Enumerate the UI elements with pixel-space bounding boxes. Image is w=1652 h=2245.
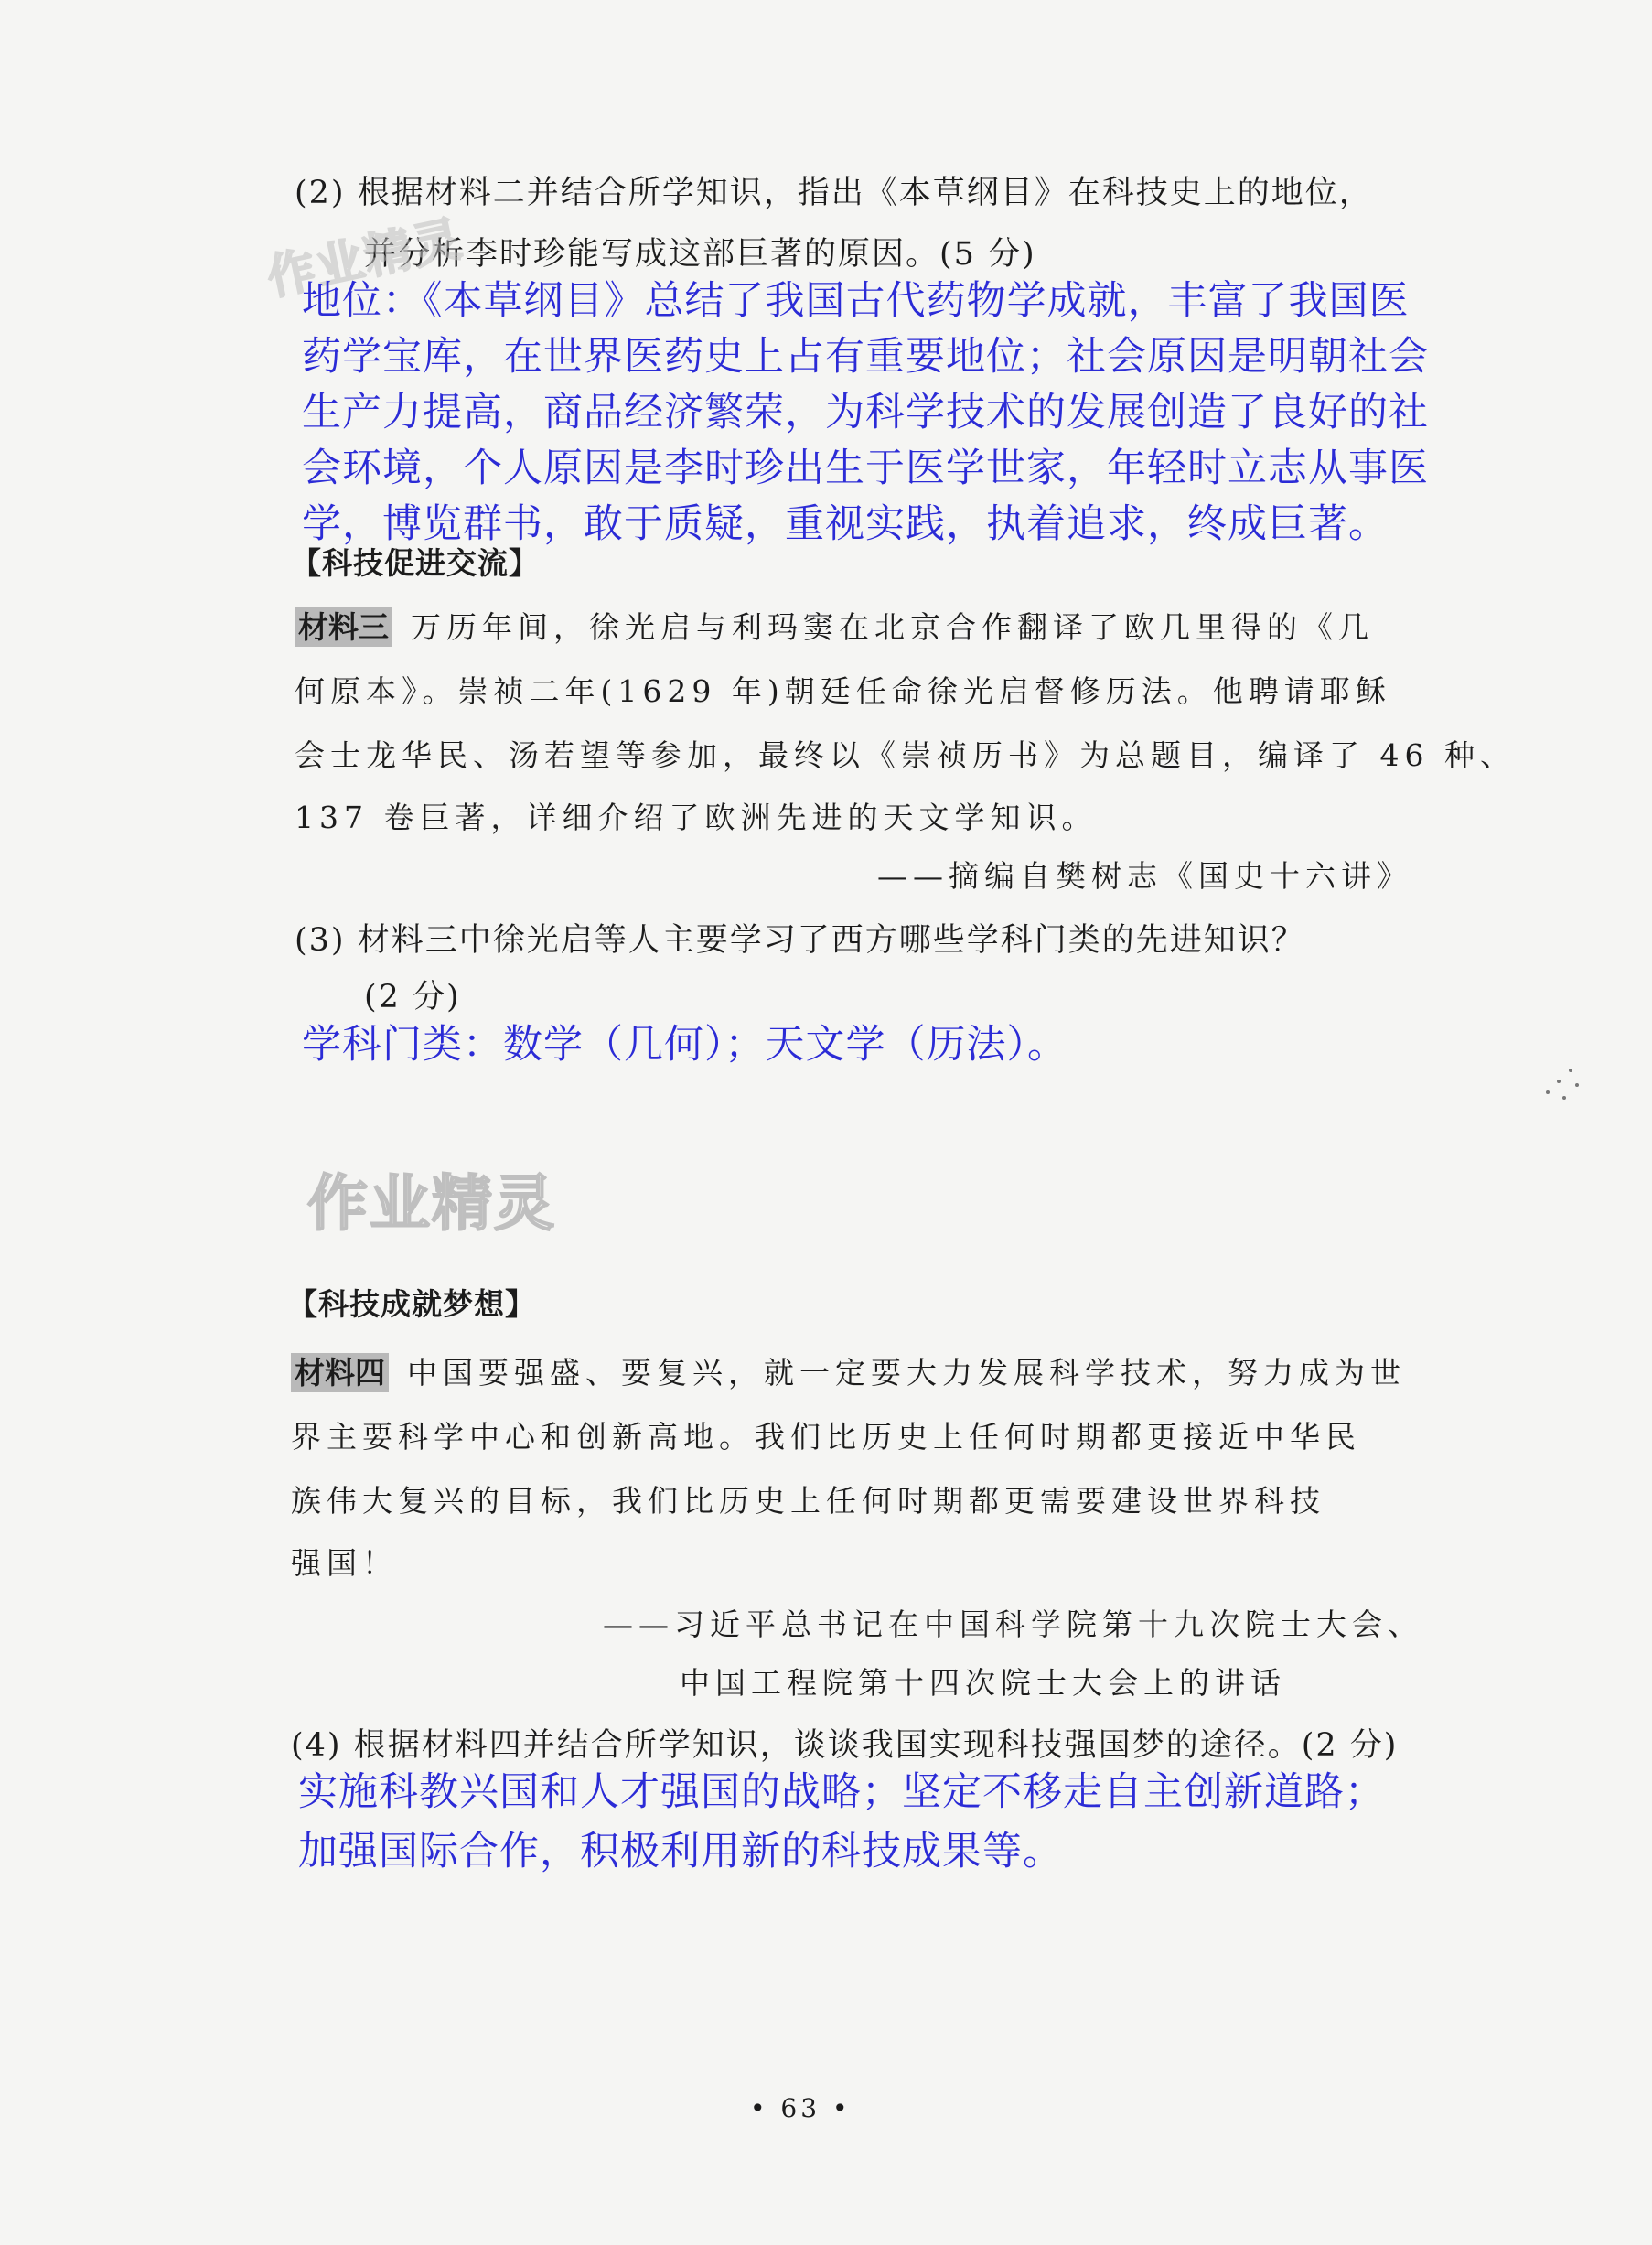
- material-4-line-4: 强国！: [291, 1545, 398, 1581]
- material-4-text-1: 中国要强盛、要复兴，就一定要大力发展科学技术，努力成为世: [407, 1355, 1406, 1391]
- question-2-line-2: 并分析李时珍能写成这部巨著的原因。(5 分): [364, 236, 1036, 273]
- scan-speck: [1569, 1069, 1572, 1072]
- answer-2-line-2: 药学宝库，在世界医药史上占有重要地位；社会原因是明朝社会: [302, 334, 1429, 380]
- material-4-tag: 材料四: [291, 1353, 389, 1392]
- scan-speck: [1562, 1096, 1566, 1100]
- question-3-line-2: (2 分): [364, 979, 461, 1015]
- material-3-line-3: 会士龙华民、汤若望等参加，最终以《崇祯历书》为总题目，编译了 46 种、: [295, 737, 1516, 773]
- material-3-tag: 材料三: [295, 607, 392, 647]
- watermark-middle: 作业精灵: [307, 1168, 556, 1239]
- answer-2-line-4: 会环境，个人原因是李时珍出生于医学世家，年轻时立志从事医: [302, 446, 1429, 491]
- material-3-text-1: 万历年间，徐光启与利玛窦在北京合作翻译了欧几里得的《几: [411, 609, 1374, 645]
- material-3-source: ——摘编自樊树志《国史十六讲》: [877, 858, 1412, 894]
- material-4-line-3: 族伟大复兴的目标，我们比历史上任何时期都更需要建设世界科技: [291, 1483, 1325, 1519]
- scan-speck: [1557, 1080, 1561, 1083]
- question-3-line-1: (3) 材料三中徐光启等人主要学习了西方哪些学科门类的先进知识？: [295, 922, 1305, 959]
- answer-4-line-1: 实施科教兴国和人才强国的战略；坚定不移走自主创新道路；: [298, 1769, 1385, 1815]
- question-4: (4) 根据材料四并结合所学知识，谈谈我国实现科技强国梦的途径。(2 分): [291, 1727, 1399, 1764]
- scan-speck: [1575, 1083, 1579, 1087]
- answer-4-line-2: 加强国际合作，积极利用新的科技成果等。: [298, 1829, 1063, 1874]
- answer-2-line-5: 学，博览群书，敢于质疑，重视实践，执着追求，终成巨著。: [302, 501, 1389, 547]
- material-4-line-2: 界主要科学中心和创新高地。我们比历史上任何时期都更接近中华民: [291, 1419, 1361, 1455]
- material-4-source-line-1: ——习近平总书记在中国科学院第十九次院士大会、: [603, 1606, 1423, 1642]
- page-number: • 63 •: [750, 2093, 852, 2123]
- material-3-line-2: 何原本》。崇祯二年(1629 年)朝廷任命徐光启督修历法。他聘请耶稣: [295, 673, 1391, 709]
- watermark-top: 作业精灵: [263, 211, 468, 306]
- section-3-title: 【科技促进交流】: [291, 545, 540, 581]
- material-4-line-1: [291, 1349, 1406, 1392]
- material-3-line-4: 137 卷巨著，详细介绍了欧洲先进的天文学知识。: [295, 800, 1098, 835]
- material-3-line-1: [295, 604, 1374, 647]
- section-4-title: 【科技成就梦想】: [287, 1286, 536, 1322]
- answer-2-line-3: 生产力提高，商品经济繁荣，为科学技术的发展创造了良好的社: [302, 390, 1429, 435]
- answer-3: 学科门类：数学（几何）；天文学（历法）。: [302, 1022, 1067, 1068]
- scan-speck: [1546, 1090, 1550, 1094]
- question-2-line-1: (2) 根据材料二并结合所学知识，指出《本草纲目》在科技史上的地位，: [295, 175, 1373, 211]
- answer-2-line-1: 地位：《本草纲目》总结了我国古代药物学成就，丰富了我国医: [302, 278, 1410, 324]
- material-4-source-line-2: 中国工程院第十四次院士大会上的讲话: [680, 1665, 1286, 1701]
